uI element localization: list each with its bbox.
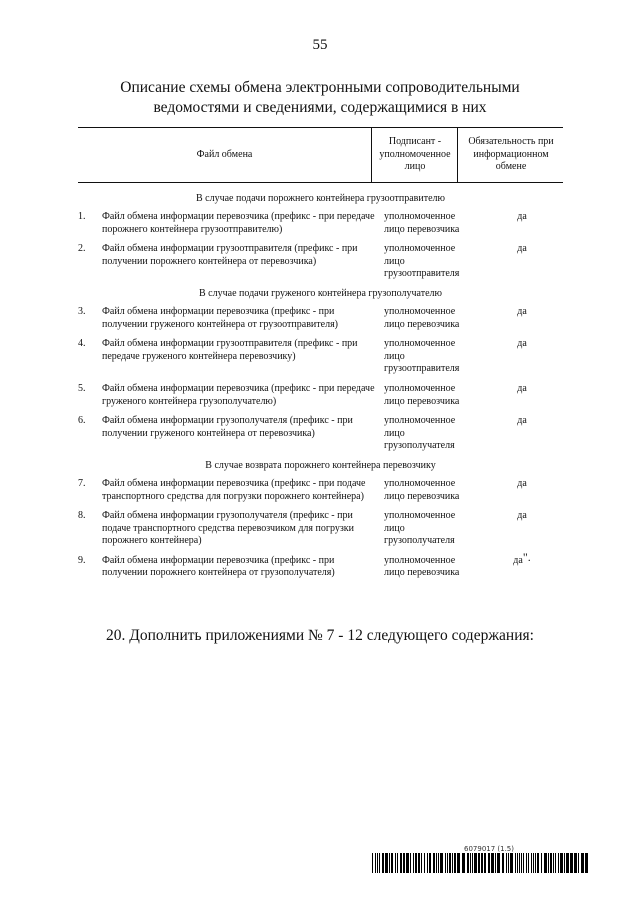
row-file: Файл обмена информации перевозчика (префикс - при передаче порожнего контейнера грузоотправителю) <box>102 211 375 235</box>
table-row <box>78 478 563 503</box>
row-number: 9. <box>78 554 86 566</box>
row-required: да <box>517 211 527 222</box>
row-file: Файл обмена информации перевозчика (префикс - при получении груженого контейнера от грузоотправителя) <box>102 305 339 330</box>
row-file: Файл обмена информации перевозчика (префикс - при подаче транспортного средства для погрузки порожнего контейнера) <box>102 477 366 502</box>
row-number: 1. <box>78 211 86 222</box>
table-row <box>78 306 563 331</box>
header-signer-label: Подписант - уполномоченное лицо <box>379 136 451 173</box>
row-signer: уполномоченное лицо перевозчика <box>384 211 460 235</box>
row-number: 3. <box>78 305 86 317</box>
table-row <box>78 383 563 408</box>
row-file: Файл обмена информации перевозчика (префикс - при получении порожнего контейнера от грузополучателя) <box>102 554 335 579</box>
row-signer: уполномоченное лицо грузополучателя <box>384 415 456 452</box>
row-signer: уполномоченное лицо перевозчика <box>384 554 460 579</box>
row-signer: уполномоченное лицо перевозчика <box>384 305 460 330</box>
row-number: 5. <box>78 382 86 394</box>
table-row <box>78 243 563 281</box>
row-required: да <box>517 305 527 317</box>
row-required: да <box>517 415 527 427</box>
table-row <box>78 338 563 376</box>
exchange-scheme-table <box>78 127 563 587</box>
document-title: Описание схемы обмена электронными сопроводительными ведомостями и сведениями, содержащимися в них <box>120 79 520 116</box>
row-number: 2. <box>78 243 86 255</box>
table-body <box>78 183 563 580</box>
row-required: да <box>517 382 527 394</box>
section-title: В случае подачи груженого контейнера грузополучателю <box>199 287 442 299</box>
table-row <box>78 415 563 453</box>
row-required <box>472 549 558 580</box>
row-signer: уполномоченное лицо грузоотправителя <box>384 243 460 280</box>
header-signer <box>371 128 458 182</box>
header-file-label: Файл обмена <box>196 148 253 160</box>
section-title: В случае подачи порожнего контейнера грузоотправителю <box>195 193 446 204</box>
row-signer: уполномоченное лицо перевозчика <box>384 382 460 407</box>
row-signer: уполномоченное лицо грузоотправителя <box>384 338 460 375</box>
row-file: Файл обмена информации перевозчика (префикс - при передаче груженого контейнера грузополучателю) <box>102 382 375 407</box>
section-title: В случае возврата порожнего контейнера перевозчику <box>205 459 436 471</box>
barcode-image <box>372 853 588 873</box>
row-file: Файл обмена информации грузоотправителя (префикс - при получении порожнего контейнера от перевозчика) <box>102 243 358 267</box>
row-required: да <box>517 338 527 350</box>
header-required <box>457 128 564 182</box>
row-number: 8. <box>78 510 86 522</box>
row-file: Файл обмена информации грузополучателя (префикс - при получении груженого контейнера от перевозчика) <box>102 415 353 439</box>
row-number: 7. <box>78 477 86 489</box>
row-required-value: да <box>513 554 523 566</box>
row-signer: уполномоченное лицо грузополучателя <box>384 510 456 547</box>
row-required: да <box>517 477 527 489</box>
amendment-instruction: 20. Дополнить приложениями № 7 - 12 следующего содержания: <box>106 627 534 644</box>
header-required-label: Обязательность при информационном обмене <box>468 136 554 173</box>
table-row <box>78 510 563 548</box>
table-row <box>78 211 563 236</box>
row-file: Файл обмена информации грузоотправителя (префикс - при передаче груженого контейнера перевозчику) <box>102 338 358 362</box>
page-number: 55 <box>312 37 328 53</box>
row-file: Файл обмена информации грузополучателя (префикс - при подаче транспортного средства перевозчиком для погрузки порожнего контейнера) <box>102 510 355 547</box>
closing-quote-mark: ". <box>522 549 531 564</box>
row-required: да <box>517 510 527 522</box>
row-number: 6. <box>78 415 86 427</box>
table-header <box>78 127 563 183</box>
table-row <box>78 549 563 580</box>
row-number: 4. <box>78 338 86 350</box>
row-required: да <box>517 243 527 255</box>
document-stamp-code: 6079017 (1.5) <box>464 845 514 853</box>
header-file <box>78 128 371 182</box>
row-signer: уполномоченное лицо перевозчика <box>384 477 460 502</box>
